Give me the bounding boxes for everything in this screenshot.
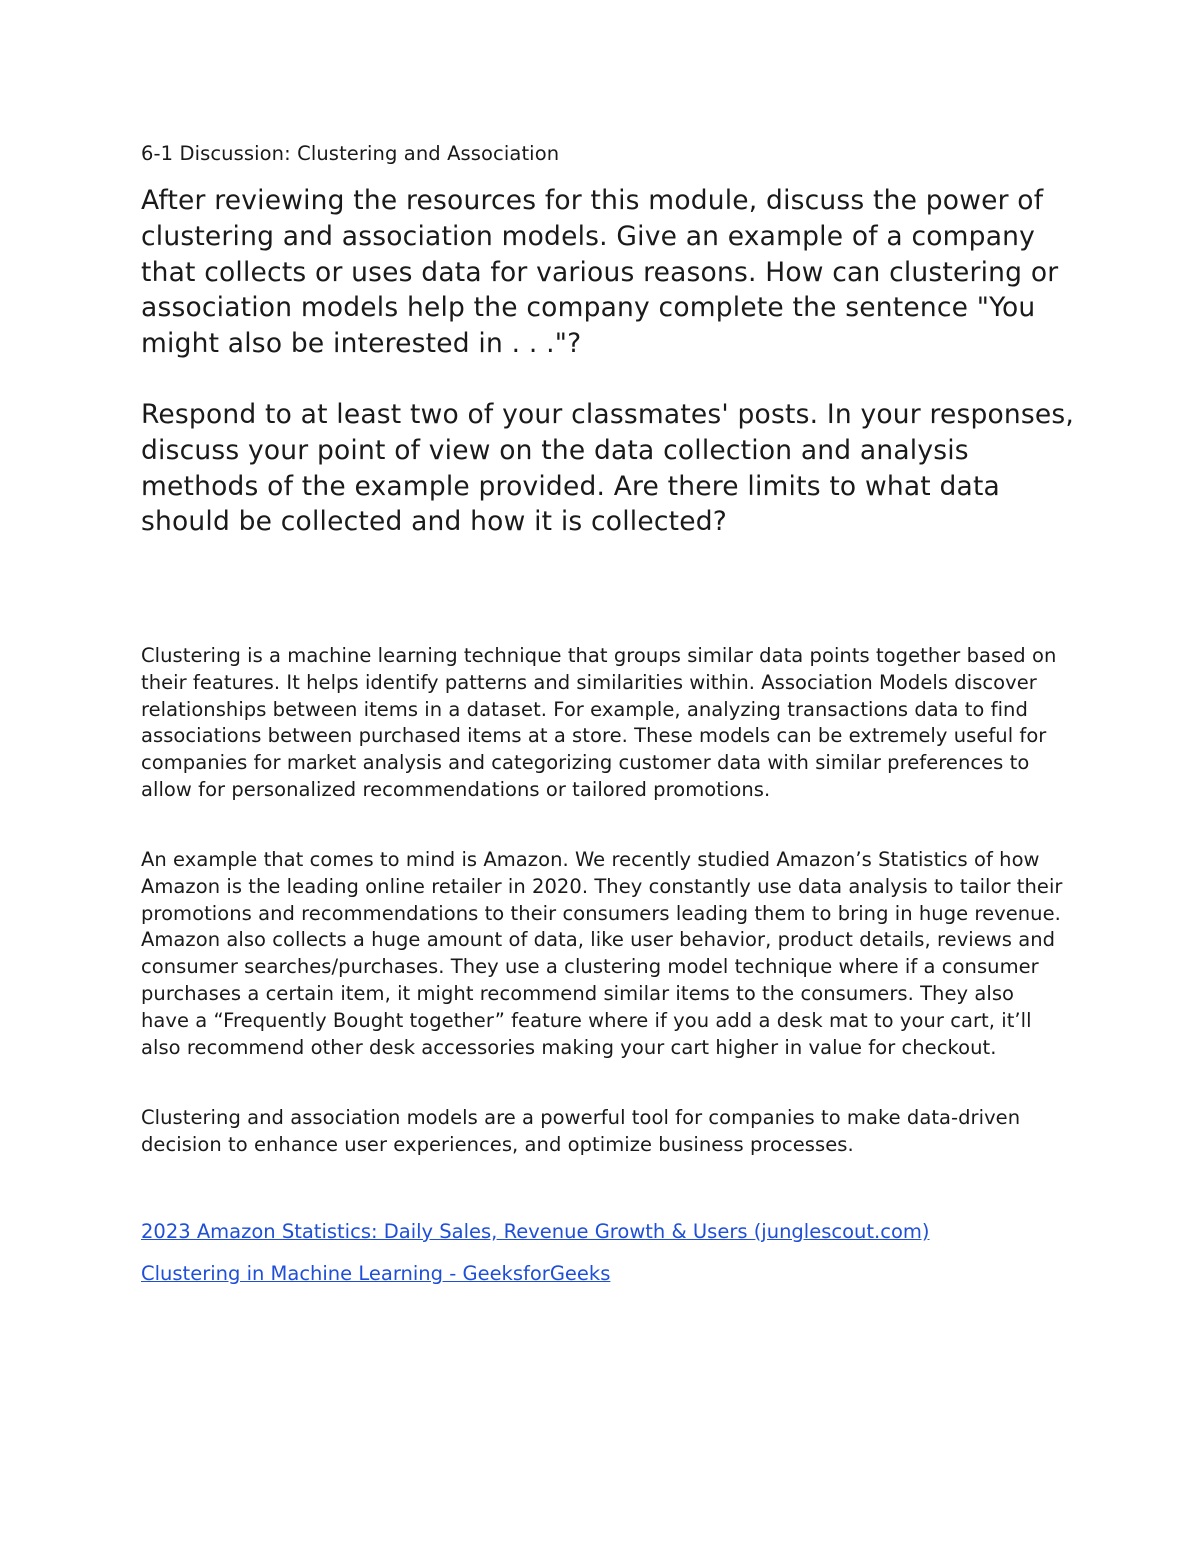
reference-link-geeksforgeeks[interactable]: Clustering in Machine Learning - GeeksforGeeks bbox=[141, 1262, 611, 1285]
response-paragraph-clustering: Clustering is a machine learning technique that groups similar data points together based on their features. It helps identify patterns and similarities within. Association Models discover relationships between items in a dataset. For example, analyzing transactions data to find associations between purchased items at a store. These models can be extremely useful for companies for market analysis and categorizing customer data with similar preferences to allow for personalized recommendations or tailored promotions. bbox=[141, 644, 1057, 801]
discussion-prompt-paragraph: After reviewing the resources for this module, discuss the power of clustering and association models. Give an example of a company that collects or uses data for various reasons. How can clustering or association models help the company complete the sentence "You might also be interested in . . ."? bbox=[141, 185, 1059, 360]
response-paragraph-amazon-example: An example that comes to mind is Amazon. We recently studied Amazon’s Statistics of how Amazon is the leading online retailer in 2020. They constantly use data analysis to tailor their promotions and recommendations to their consumers leading them to bring in huge revenue. Amazon also collects a huge amount of data, like user behavior, product details, reviews and consumer searches/purchases. They use a clustering model technique where if a consumer purchases a certain item, it might recommend similar items to the consumers. They also have a “Frequently Bought together” feature where if you add a desk mat to your cart, it’ll also recommend other desk accessories making your cart higher in value for checkout. bbox=[141, 848, 1063, 1059]
response-paragraph-conclusion: Clustering and association models are a powerful tool for companies to make data-driven decision to enhance user experiences, and optimize business processes. bbox=[141, 1106, 1021, 1156]
reference-link-junglescout[interactable]: 2023 Amazon Statistics: Daily Sales, Revenue Growth & Users (junglescout.com) bbox=[141, 1220, 930, 1243]
document-title: 6-1 Discussion: Clustering and Association bbox=[141, 142, 560, 165]
reply-instructions-paragraph: Respond to at least two of your classmates' posts. In your responses, discuss your point of view on the data collection and analysis methods of the example provided. Are there limits to what data should be collected and how it is collected? bbox=[141, 399, 1075, 538]
